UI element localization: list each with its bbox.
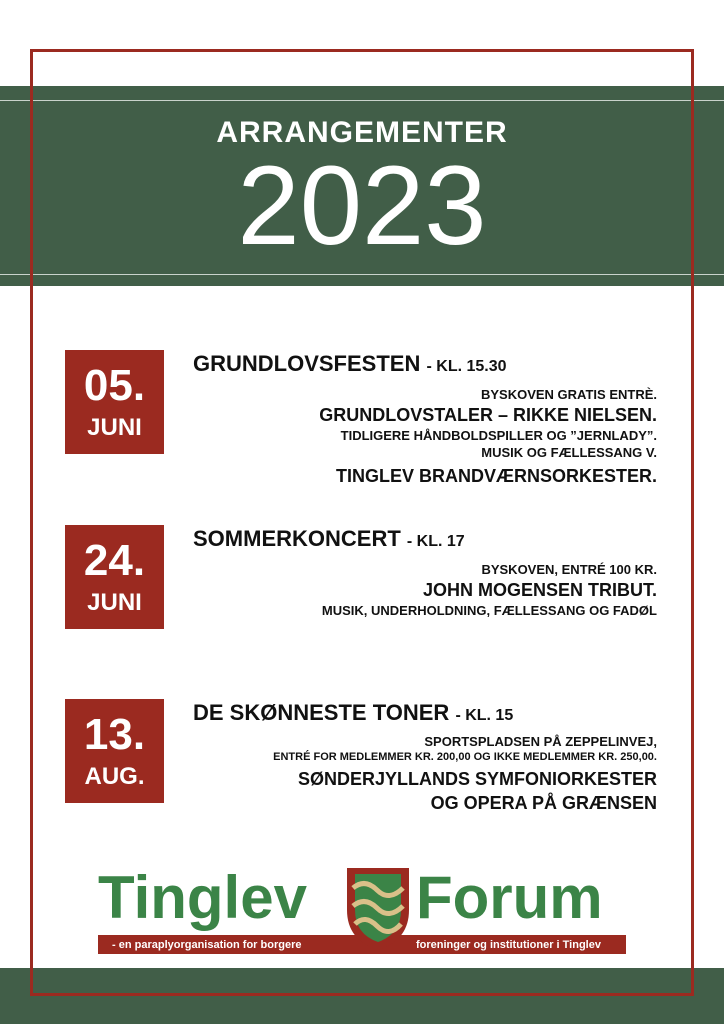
header-year: 2023 [237, 143, 487, 268]
date-badge-1 [65, 350, 164, 454]
event-line: JOHN MOGENSEN TRIBUT. [422, 580, 657, 600]
event-time: - KL. 15.30 [426, 358, 507, 375]
event-time: - KL. 17 [406, 533, 465, 550]
event-line: GRUNDLOVSTALER – RIKKE NIELSEN. [319, 405, 657, 425]
event-line: TIDLIGERE HÅNDBOLDSPILLER OG ”JERNLADY”. [340, 428, 657, 443]
tinglev-forum-logo [98, 862, 628, 954]
event-line: ENTRÉ FOR MEDLEMMER KR. 200,00 OG IKKE MEDLEMMER KR. 250,00. [273, 751, 657, 763]
event-line: MUSIK, UNDERHOLDNING, FÆLLESSANG OG FADØL [321, 603, 657, 618]
logo-tagline-left: - en paraplyorganisation for borgere [112, 939, 302, 951]
shield-icon [343, 864, 413, 952]
logo-word-right: Forum [416, 864, 603, 931]
event-line: BYSKOVEN GRATIS ENTRÈ. [480, 387, 657, 402]
event-name: GRUNDLOVSFESTEN [193, 351, 421, 376]
event-title [193, 525, 657, 556]
event-1 [193, 350, 657, 488]
event-line: SØNDERJYLLANDS SYMFONIORKESTER [297, 769, 657, 789]
event-line: TINGLEV BRANDVÆRNSORKESTER. [335, 466, 657, 486]
event-name: DE SKØNNESTE TONER [193, 700, 450, 725]
event-time: - KL. 15 [455, 707, 514, 724]
date-month: JUNI [87, 414, 142, 441]
date-badge-3 [65, 699, 164, 803]
date-day: 24. [83, 536, 146, 585]
date-badge-2 [65, 525, 164, 629]
date-day: 13. [83, 710, 146, 759]
event-3 [193, 699, 657, 815]
event-2 [193, 525, 657, 619]
event-line: MUSIK OG FÆLLESSANG V. [481, 445, 657, 460]
event-line: OG OPERA PÅ GRÆNSEN [430, 793, 657, 813]
event-title [193, 699, 657, 730]
event-line: SPORTSPLADSEN PÅ ZEPPELINVEJ, [424, 734, 657, 749]
event-name: SOMMERKONCERT [193, 526, 401, 551]
event-title [193, 350, 657, 381]
header-subtitle: ARRANGEMENTER [216, 116, 508, 149]
date-day: 05. [83, 361, 146, 410]
logo-tagline-right: foreninger og institutioner i Tinglev [416, 939, 601, 951]
event-line: BYSKOVEN, ENTRÉ 100 KR. [481, 562, 657, 577]
logo-word-left: Tinglev [98, 864, 307, 931]
date-month: JUNI [87, 589, 142, 616]
date-month: AUG. [84, 763, 145, 790]
